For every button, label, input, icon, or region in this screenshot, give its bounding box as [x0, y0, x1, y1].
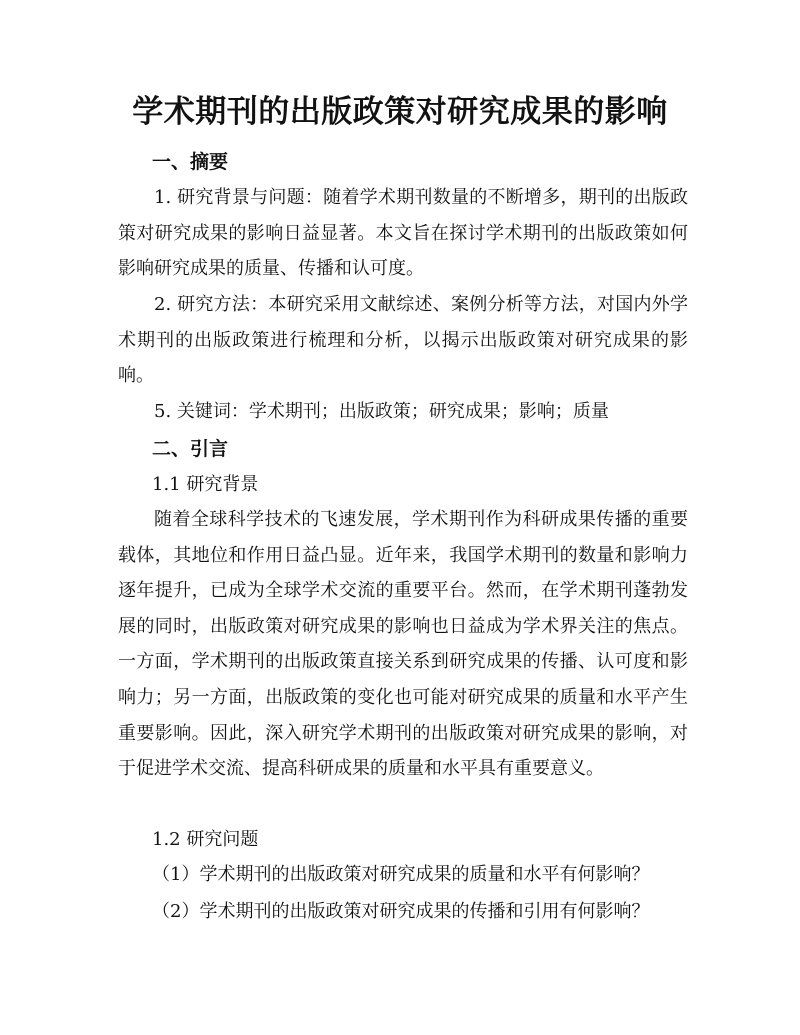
subsection-heading-questions: 1.2 研究问题 — [152, 829, 259, 850]
abstract-item-keywords: 5. 关键词：学术期刊；出版政策；研究成果；影响；质量 — [154, 401, 609, 422]
abstract-item-background: 1. 研究背景与问题：随着学术期刊数量的不断增多，期刊的出版政策对研究成果的影响日益显著。本文旨在探讨学术期刊的出版政策如何影响研究成果的质量、传播和认可度。 — [118, 187, 688, 280]
subsection-heading-background: 1.1 研究背景 — [152, 474, 259, 495]
section-heading-introduction: 二、引言 — [152, 438, 229, 460]
section-heading-abstract: 一、摘要 — [152, 151, 229, 173]
background-paragraph: 随着全球科学技术的飞速发展，学术期刊作为科研成果传播的重要载体，其地位和作用日益凸显。近年来，我国学术期刊的数量和影响力逐年提升，已成为全球学术交流的重要平台。然而，在学术期刊蓬勃发展的同时，出版政策对研究成果的影响也日益成为学术界关注的焦点。一方面，学术期刊的出版政策直接关系到研究成果的传播、认可度和影响力；另一方面，出版政策的变化也可能对研究成果的质量和水平产生重要影响。因此，深入研究学术期刊的出版政策对研究成果的影响，对于促进学术交流、提高科研成果的质量和水平具有重要意义。 — [118, 509, 688, 780]
document-title: 学术期刊的出版政策对研究成果的影响 — [132, 94, 668, 130]
research-question-1: （1）学术期刊的出版政策对研究成果的质量和水平有何影响？ — [152, 864, 650, 885]
research-question-2: （2）学术期刊的出版政策对研究成果的传播和引用有何影响？ — [152, 901, 650, 922]
abstract-item-method: 2. 研究方法：本研究采用文献综述、案例分析等方法，对国内外学术期刊的出版政策进行梳理和分析，以揭示出版政策对研究成果的影响。 — [118, 294, 688, 387]
